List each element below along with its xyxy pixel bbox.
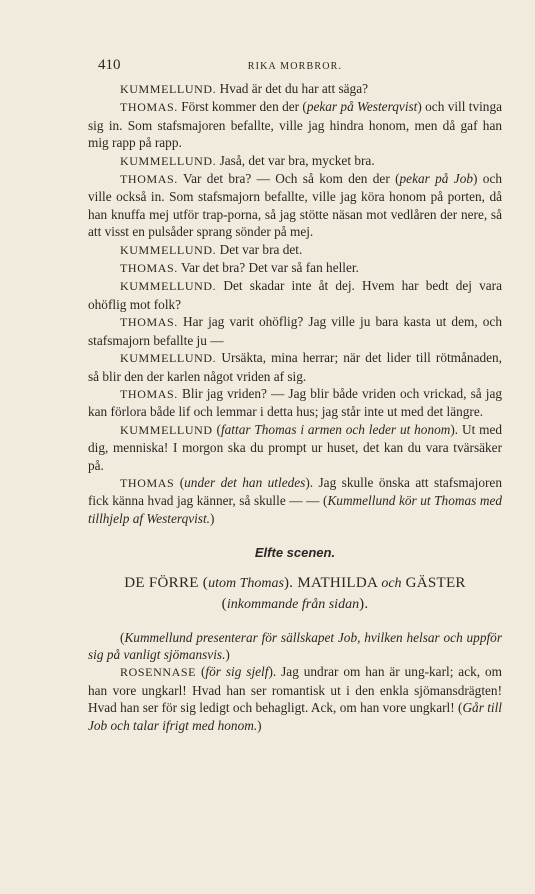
- line-text: Ursäkta, mina herrar; när det lider till rötmånaden, så blir den der karlen något vriden af sig.: [88, 350, 502, 384]
- cast-note: utom Thomas: [208, 575, 284, 591]
- dialogue-line: [88, 241, 502, 259]
- dialogue-line: [88, 663, 502, 734]
- line-text: ). Jag skulle önska att stafsmajoren fick känna hvad jag känner, så skulle — — (: [88, 474, 502, 509]
- dialogue-line: [88, 277, 502, 313]
- line-text: Jaså, det var bra, mycket bra.: [216, 152, 375, 168]
- book-page: [88, 50, 502, 734]
- page-number: 410: [98, 57, 121, 73]
- dialogue-line: [88, 259, 502, 277]
- speaker-name: KUMMELLUND: [120, 422, 213, 437]
- line-text: ). Ut med dig, menniska! I morgon ska du prompt ur huset, det kan du vara tvärsäker på.: [88, 421, 503, 473]
- speaker-name: THOMAS.: [120, 315, 178, 330]
- speaker-name: THOMAS.: [120, 172, 178, 187]
- cast-text: ).: [359, 595, 369, 612]
- speaker-name: ROSENNASE: [120, 665, 197, 680]
- running-title: RIKA MORBROR.: [247, 61, 343, 72]
- line-text: ). Jag undrar om han är ung-karl; ack, om han vore ungkarl! Hvad han ser romantisk ut i den enkla sjömansdrägten! Hvad han ser för sig ledigt och behagligt. Ack, om han vore ungkarl! (: [88, 664, 502, 716]
- line-text: ): [210, 510, 215, 526]
- cast-line: [88, 594, 502, 615]
- page-header: [88, 50, 502, 80]
- stage-direction: Går till Job och talar ifrigt med honom.: [88, 700, 502, 733]
- stage-direction: för sig sjelf: [205, 664, 269, 680]
- cast-line: [88, 573, 502, 594]
- stage-direction: under det han utledes: [184, 474, 306, 490]
- line-text: ): [257, 717, 262, 733]
- cast-conjunction: och: [381, 575, 402, 591]
- stage-direction: Kummellund presenterar för sällskapet Job, hvilken helsar och uppför sig på vanligt sjömansvis.: [88, 629, 502, 662]
- stage-direction: Kummellund kör ut Thomas med tillhjelp af Westerqvist.: [88, 493, 502, 526]
- speaker-name: THOMAS.: [120, 261, 178, 276]
- scene-title: Elfte scenen.: [254, 545, 336, 561]
- stage-direction: pekar på Westerqvist: [306, 99, 418, 115]
- dialogue-line: [88, 170, 502, 241]
- speaker-name: KUMMELLUND.: [120, 153, 217, 168]
- cast-text: GÄSTER: [401, 574, 466, 591]
- dialogue-line: [88, 474, 502, 527]
- line-text: (: [196, 664, 206, 680]
- dialogue-line: [88, 349, 502, 385]
- line-text: Var det bra? — Och så kom den der (: [177, 171, 400, 187]
- speaker-name: THOMAS.: [120, 100, 178, 115]
- cast-text: (: [221, 595, 227, 612]
- line-text: (: [174, 474, 185, 490]
- line-text: Först kommer den der (: [177, 99, 307, 115]
- speaker-name: KUMMELLUND.: [120, 351, 217, 366]
- stage-direction-paragraph: [88, 629, 502, 664]
- stage-direction: fattar Thomas i armen och leder ut honom: [220, 421, 451, 437]
- cast-note: inkommande från sidan: [226, 596, 360, 612]
- line-text: ) och ville också in. Som stafsmajorn befallte, ville jag köra honom på porten, då han knuffa mej utför trap-porna, så jag stötte näsan mot vedlåren der nere, så att visst en pulsåder sprang sönder på mej.: [88, 171, 502, 240]
- line-text: Det skadar inte åt dej. Hvem har bedt dej vara ohöflig mot folk?: [88, 278, 502, 312]
- line-text: Det var bra det.: [216, 241, 303, 257]
- dialogue-text: [88, 80, 502, 734]
- dialogue-line: [88, 385, 502, 421]
- paren: ): [225, 646, 230, 662]
- speaker-name: KUMMELLUND.: [120, 279, 217, 294]
- line-text: ) och vill tvinga sig in. Som stafsmajoren befallte, ville jag hindra honom, men då gaf han mig rapp på rapp.: [88, 99, 502, 151]
- dialogue-line: [88, 98, 502, 151]
- dialogue-line: [88, 313, 502, 349]
- cast-text: ). MATHILDA: [283, 574, 382, 591]
- paren: (: [120, 629, 125, 645]
- speaker-name: THOMAS.: [120, 386, 178, 401]
- cast-text: DE FÖRRE (: [124, 574, 209, 591]
- cast-list: [88, 573, 502, 615]
- speaker-name: KUMMELLUND.: [120, 82, 217, 96]
- line-text: Har jag varit ohöflig? Jag ville ju bara kasta ut dem, och stafsmajorn befallte ju —: [88, 314, 502, 348]
- stage-direction: pekar på Job: [399, 171, 474, 187]
- speaker-name: THOMAS: [120, 475, 175, 490]
- dialogue-line: [88, 421, 502, 474]
- line-text: Hvad är det du har att säga?: [216, 81, 369, 96]
- speaker-name: KUMMELLUND.: [120, 242, 217, 257]
- dialogue-line: [88, 152, 502, 170]
- line-text: Var det bra? Det var så fan heller.: [177, 260, 359, 276]
- line-text: (: [212, 421, 221, 437]
- line-text: Blir jag vriden? — Jag blir både vriden och vrickad, så jag kan förlora både lif och lemmar i detta hus; jag står inte ut med det längre.: [88, 385, 502, 420]
- dialogue-line: [88, 80, 502, 98]
